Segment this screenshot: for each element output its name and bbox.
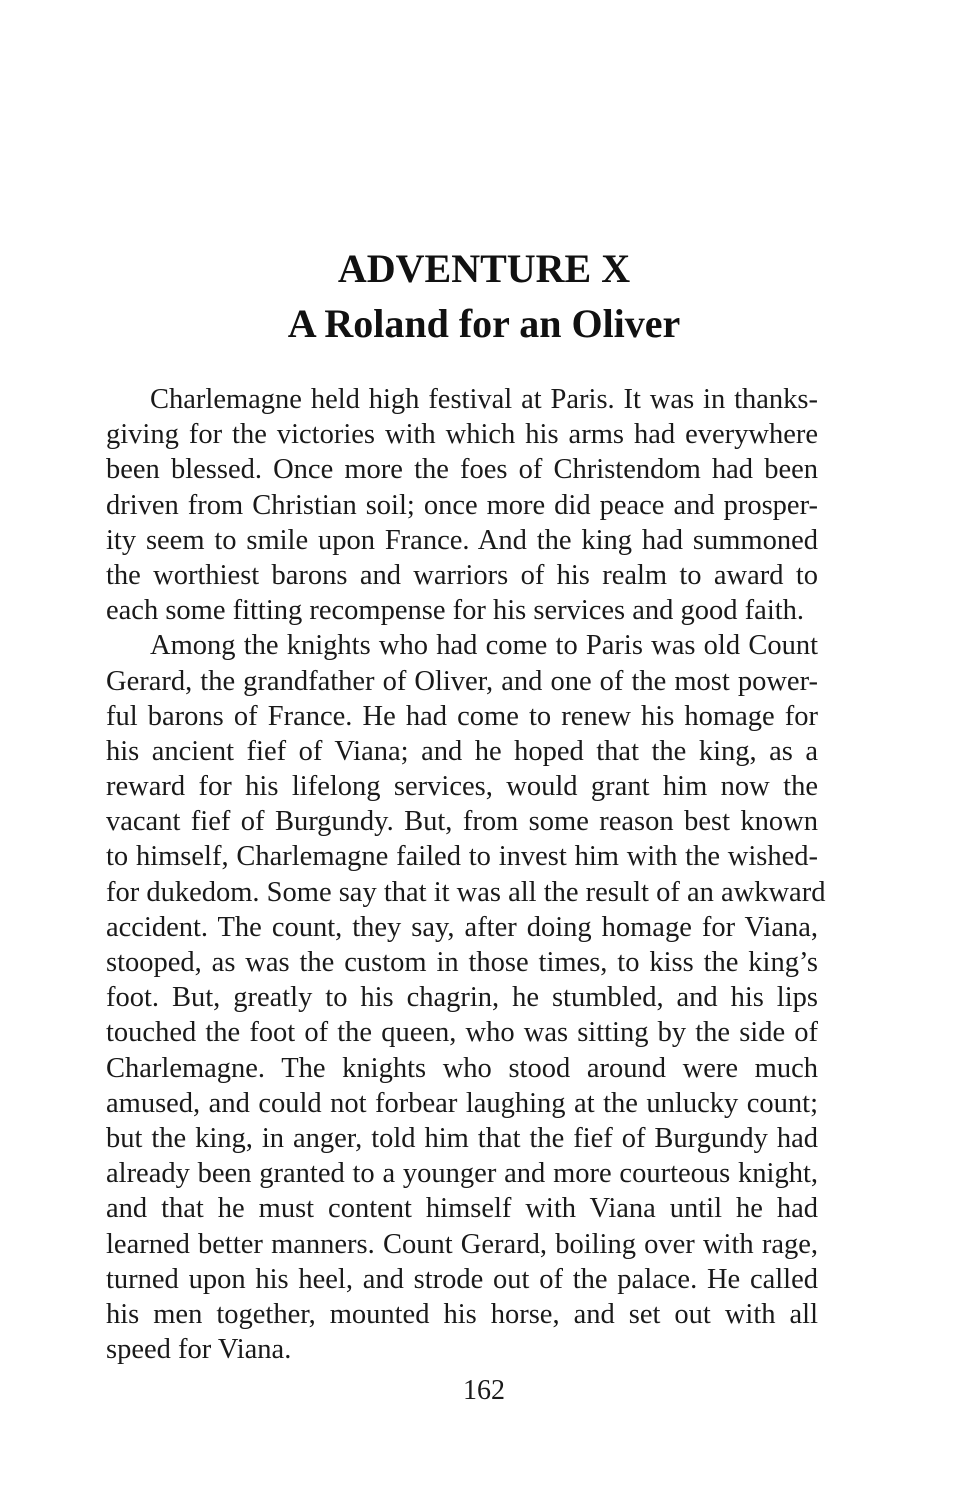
text-line: Charlemagne held high festival at Paris. It was in thanks- (150, 384, 818, 415)
text-line: for dukedom. Some say that it was all the result of an awkward (106, 876, 826, 908)
text-line: foot. But, greatly to his chagrin, he stumbled, and his lips (106, 982, 818, 1014)
text-line: to himself, Charlemagne failed to invest him with the wished- (106, 841, 818, 873)
text-line: accident. The count, they say, after doing homage for Viana, (106, 911, 818, 943)
text-line: ity seem to smile upon France. And the king had summoned (106, 524, 818, 556)
text-line: his ancient fief of Viana; and he hoped that the king, as a (106, 735, 818, 767)
text-line: learned better manners. Count Gerard, boiling over with rage, (106, 1228, 818, 1260)
text-line: Charlemagne. The knights who stood around were much (106, 1052, 818, 1084)
text-line: turned upon his heel, and strode out of the palace. He called (106, 1263, 818, 1295)
chapter-title: A Roland for an Oliver (287, 301, 681, 346)
text-line: amused, and could not forbear laughing at the unlucky count; (106, 1087, 818, 1119)
chapter-body (106, 382, 826, 1367)
text-line: been blessed. Once more the foes of Christendom had been (106, 454, 818, 486)
page-number: 162 (463, 1375, 505, 1406)
chapter-number: ADVENTURE X (337, 246, 631, 291)
text-line: already been granted to a younger and more courteous knight, (106, 1158, 818, 1190)
text-line: each some fitting recompense for his services and good faith. (106, 595, 805, 627)
text-line: touched the foot of the queen, who was sitting by the side of (106, 1017, 818, 1049)
text-line: Among the knights who had come to Paris was old Count (150, 630, 818, 662)
text-line: vacant fief of Burgundy. But, from some reason best known (106, 806, 818, 838)
text-line: the worthiest barons and warriors of his realm to award to (106, 559, 818, 591)
text-line: and that he must content himself with Viana until he had (106, 1193, 818, 1225)
text-line: his men together, mounted his horse, and set out with all (106, 1298, 818, 1330)
text-line: giving for the victories with which his arms had everywhere (106, 419, 818, 451)
text-line: stooped, as was the custom in those times, to kiss the king’s (106, 947, 818, 978)
text-line: reward for his lifelong services, would grant him now the (106, 771, 818, 803)
paragraph-2 (106, 628, 826, 1367)
text-line: but the king, in anger, told him that the fief of Burgundy had (106, 1122, 818, 1154)
text-line: driven from Christian soil; once more did peace and prosper- (106, 489, 818, 521)
paragraph-1 (106, 382, 818, 628)
text-line: ful barons of France. He had come to renew his homage for (106, 700, 818, 732)
text-line: speed for Viana. (106, 1334, 292, 1366)
text-line: Gerard, the grandfather of Oliver, and one of the most power- (106, 665, 818, 697)
